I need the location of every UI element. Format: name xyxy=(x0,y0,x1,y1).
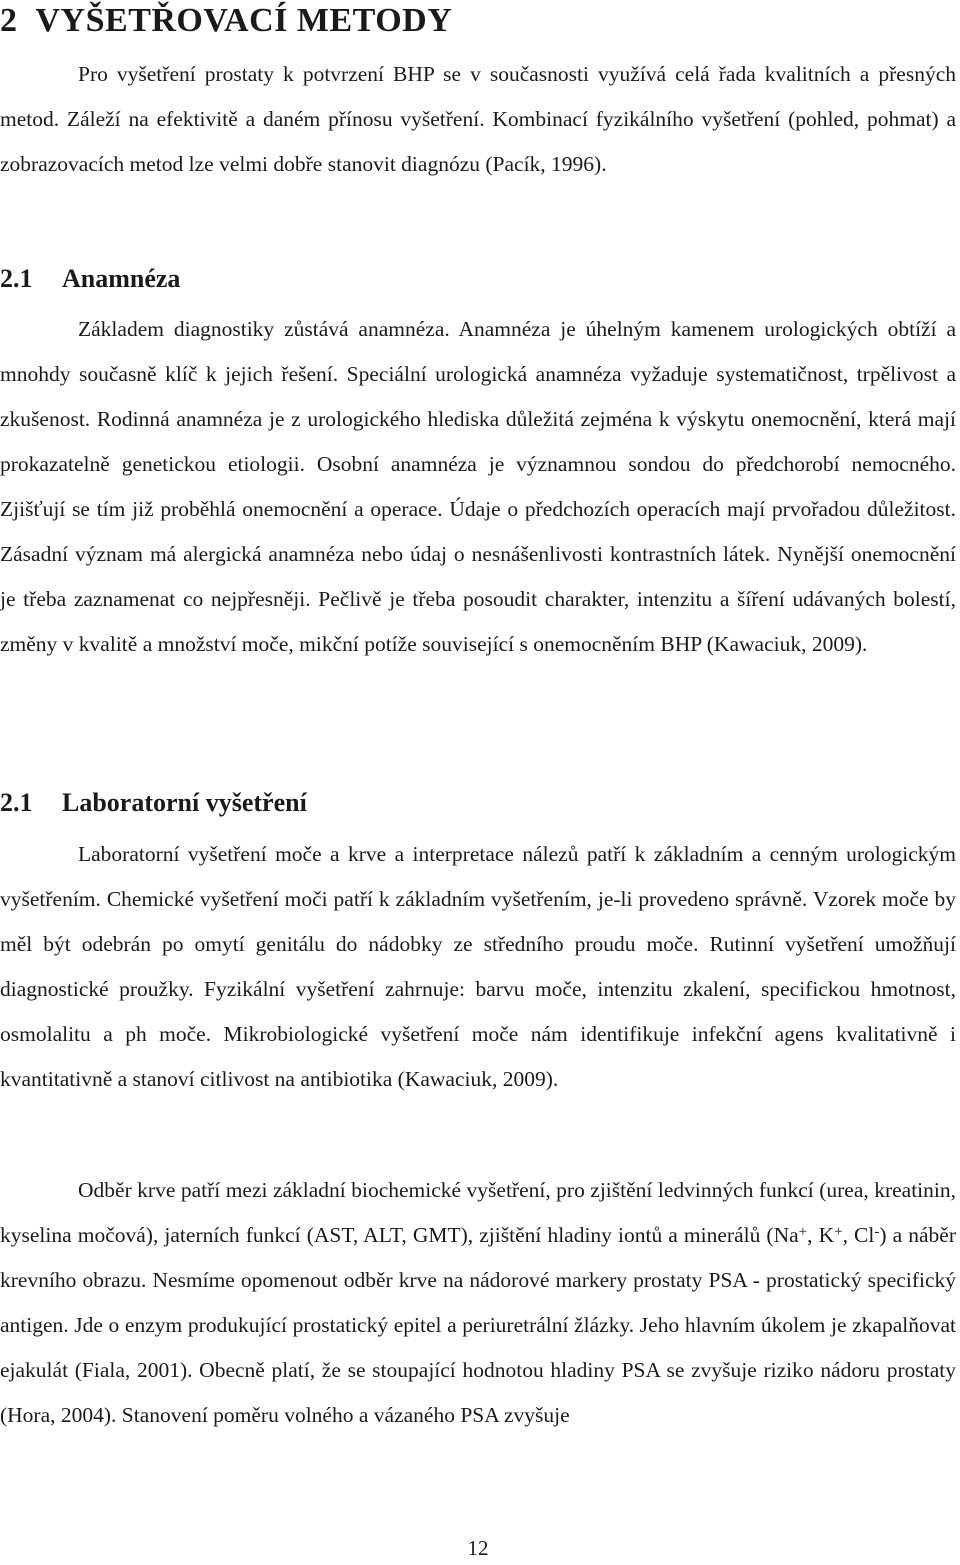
intro-paragraph: Pro vyšetření prostaty k potvrzení BHP se v současnosti využívá celá řada kvalitních a přesných metod. Záleží na efektivitě a daném přínosu vyšetření. Kombinací fyzikálního vyšetření (pohled, pohmat) a zobrazovacích metod lze velmi dobře stanovit diagnózu (Pacík, 1996). xyxy=(0,62,956,176)
odber-krve-paragraph xyxy=(0,1168,956,1438)
section-title: Anamnéza xyxy=(62,264,181,293)
section-title: Laboratorní vyšetření xyxy=(62,788,307,817)
superscript-minus: - xyxy=(874,1224,880,1240)
superscript-plus: + xyxy=(798,1224,808,1240)
text-segment: , Cl xyxy=(842,1223,875,1247)
text-segment: , K xyxy=(807,1223,835,1247)
section-heading-laboratorni xyxy=(0,788,307,818)
section-number: 2.1 xyxy=(0,788,33,817)
text-segment: ) a náběr krevního obrazu. Nesmíme opomenout odběr krve na nádorové markery prostaty PSA - prostatický specifický antigen. Jde o enzym produkující prostatický epitel a periuretrální žlázky. Jeho hlavním úkolem je zkapalňovat ejakulát (Fiala, 2001). Obecně platí, že se stoupající hodnotou hladiny PSA se zvyšuje riziko nádoru prostaty (Hora, 2004). Stanovení poměru volného a vázaného PSA zvyšuje xyxy=(0,1223,956,1427)
chapter-heading xyxy=(0,2,452,40)
laboratorni-paragraph: Laboratorní vyšetření moče a krve a interpretace nálezů patří k základním a cenným urologickým vyšetřením. Chemické vyšetření moči patří k základním vyšetřením, je-li provedeno správně. Vzorek moče by měl být odebrán po omytí genitálu do nádobky ze středního proudu moče. Rutinní vyšetření umožňují diagnostické proužky. Fyzikální vyšetření zahrnuje: barvu moče, intenzitu zkalení, specifickou hmotnost, osmolalitu a ph moče. Mikrobiologické vyšetření moče nám identifikuje infekční agens kvalitativně i kvantitativně a stanoví citlivost na antibiotika (Kawaciuk, 2009). xyxy=(0,842,956,1091)
chapter-title: VYŠETŘOVACÍ METODY xyxy=(35,2,453,39)
section-heading-anamneza xyxy=(0,264,180,294)
superscript-plus: + xyxy=(834,1224,843,1240)
chapter-number: 2 xyxy=(0,2,18,39)
section-number: 2.1 xyxy=(0,264,33,293)
text-segment: Odběr krve patří mezi základní biochemické vyšetření, pro zjištění ledvinných funkcí (urea, kreatinin, kyselina močová), jaterních funkcí (AST, ALT, GMT), zjištění hladiny iontů a minerálů (Na xyxy=(0,1178,956,1247)
page-number: 12 xyxy=(467,1536,489,1560)
anamneza-paragraph: Základem diagnostiky zůstává anamnéza. Anamnéza je úhelným kamenem urologických obtíží a mnohdy současně klíč k jejich řešení. Speciální urologická anamnéza vyžaduje systematičnost, trpělivost a zkušenost. Rodinná anamnéza je z urologického hlediska důležitá zejména k výskytu onemocnění, která mají prokazatelně genetickou etiologii. Osobní anamnéza je významnou sondou do předchorobí nemocného. Zjišťují se tím již proběhlá onemocnění a operace. Údaje o předchozích operacích mají prvořadou důležitost. Zásadní význam má alergická anamnéza nebo údaj o nesnášenlivosti kontrastních látek. Nynější onemocnění je třeba zaznamenat co nejpřesněji. Pečlivě je třeba posoudit charakter, intenzitu a šíření udávaných bolestí, změny v kvalitě a množství moče, mikční potíže související s onemocněním BHP (Kawaciuk, 2009). xyxy=(0,317,956,656)
